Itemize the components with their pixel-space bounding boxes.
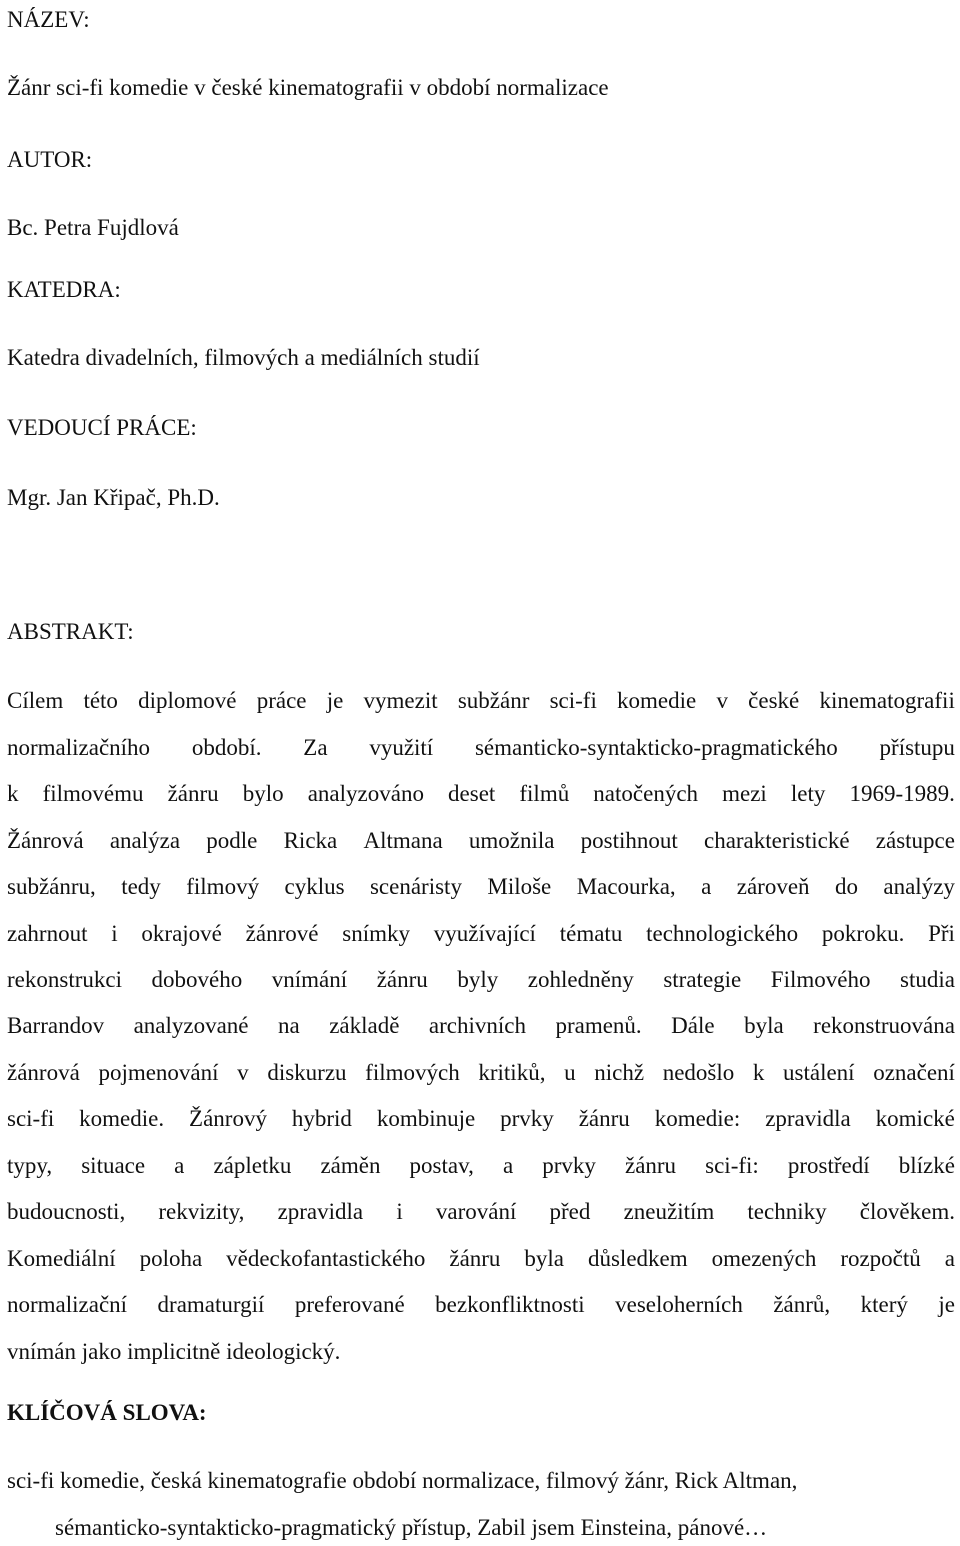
- word: sémanticko-syntakticko-pragmatického: [474, 735, 838, 760]
- abstract-line: [7, 1061, 955, 1084]
- word: využívající: [433, 921, 536, 946]
- word: rekonstruována: [813, 1013, 955, 1038]
- word: Cílem: [7, 688, 64, 713]
- abstract-line: [7, 829, 955, 852]
- word: v: [716, 688, 728, 713]
- word: kritiků,: [478, 1060, 546, 1085]
- word: komedie.: [79, 1106, 165, 1131]
- word: který: [860, 1292, 908, 1317]
- word: žánru: [624, 1153, 677, 1178]
- word: nichž: [594, 1060, 645, 1085]
- word: normalizačního: [7, 735, 151, 760]
- word: natočených: [593, 781, 699, 806]
- word: lety: [790, 781, 826, 806]
- word: postihnout: [580, 828, 678, 853]
- word: tedy: [121, 874, 161, 899]
- word: budoucnosti,: [7, 1199, 126, 1224]
- word: období.: [191, 735, 262, 760]
- word: Žánrová: [7, 828, 84, 853]
- word: komedie: [617, 688, 697, 713]
- word: nedošlo: [662, 1060, 735, 1085]
- word: diplomové: [138, 688, 237, 713]
- word: je: [326, 688, 344, 713]
- word: zpravidla: [277, 1199, 364, 1224]
- abstract-line: [7, 1293, 955, 1316]
- department-label: KATEDRA:: [7, 277, 121, 302]
- word: Za: [303, 735, 328, 760]
- supervisor-value: Mgr. Jan Křipač, Ph.D.: [7, 485, 220, 510]
- word: u: [564, 1060, 576, 1085]
- word: typy,: [7, 1153, 53, 1178]
- abstract-line-last: vnímán jako implicitně ideologický.: [7, 1339, 341, 1364]
- author-value: Bc. Petra Fujdlová: [7, 215, 179, 240]
- word: záměn: [320, 1153, 381, 1178]
- word: zahrnout: [7, 921, 88, 946]
- word: veseloherních: [615, 1292, 743, 1317]
- word: ustálení: [783, 1060, 855, 1085]
- word: zpravidla: [765, 1106, 851, 1131]
- word: sci-fi: [549, 688, 597, 713]
- word: filmový: [186, 874, 260, 899]
- word: hybrid: [291, 1106, 352, 1131]
- word: vědeckofantastického: [226, 1246, 426, 1271]
- word: je: [938, 1292, 955, 1317]
- word: charakteristické: [703, 828, 850, 853]
- word: byla: [524, 1246, 565, 1271]
- word: rekonstrukci: [7, 967, 122, 992]
- word: Filmového: [770, 967, 871, 992]
- word: zápletku: [213, 1153, 292, 1178]
- word: Miloše: [487, 874, 552, 899]
- word: umožnila: [468, 828, 555, 853]
- abstract-line: [7, 875, 955, 898]
- word: situace: [81, 1153, 146, 1178]
- word: žánrů,: [773, 1292, 831, 1317]
- word: vnímání: [271, 967, 348, 992]
- abstract-line: [7, 1200, 955, 1223]
- word: analýzy: [883, 874, 955, 899]
- word: komické: [875, 1106, 955, 1131]
- word: snímky: [342, 921, 410, 946]
- word: využití: [369, 735, 434, 760]
- word: normalizační: [7, 1292, 128, 1317]
- word: Komediální: [7, 1246, 116, 1271]
- department-value: Katedra divadelních, filmových a mediálních studií: [7, 345, 480, 370]
- word: žánru: [578, 1106, 630, 1131]
- word: kombinuje: [376, 1106, 476, 1131]
- word: člověkem.: [859, 1199, 955, 1224]
- word: Macourka,: [576, 874, 676, 899]
- word: prvky: [542, 1153, 596, 1178]
- word: omezených: [711, 1246, 817, 1271]
- word: žánru: [376, 967, 428, 992]
- word: filmových: [365, 1060, 460, 1085]
- word: postav,: [409, 1153, 474, 1178]
- word: na: [277, 1013, 300, 1038]
- word: pokroku.: [821, 921, 905, 946]
- word: prvky: [500, 1106, 554, 1131]
- word: žánru: [449, 1246, 501, 1271]
- word: poloha: [139, 1246, 203, 1271]
- word: varování: [435, 1199, 517, 1224]
- word: techniky: [747, 1199, 827, 1224]
- word: Při: [928, 921, 955, 946]
- word: subžánru,: [7, 874, 96, 899]
- word: Altmana: [363, 828, 443, 853]
- word: do: [834, 874, 858, 899]
- word: bezkonfliktnosti: [435, 1292, 585, 1317]
- word: byla: [744, 1013, 784, 1038]
- word: zneužitím: [623, 1199, 715, 1224]
- word: Barrandov: [7, 1013, 105, 1038]
- word: 1969-1989.: [849, 781, 955, 806]
- title-value: Žánr sci-fi komedie v české kinematografii v období normalizace: [7, 75, 609, 100]
- word: k: [752, 1060, 765, 1085]
- word: pojmenování: [98, 1060, 219, 1085]
- abstract-line: [7, 782, 955, 805]
- word: analýza: [109, 828, 181, 853]
- word: kinematografii: [819, 688, 955, 713]
- word: vymezit: [363, 688, 438, 713]
- word: sci-fi:: [705, 1153, 759, 1178]
- word: před: [549, 1199, 591, 1224]
- word: cyklus: [284, 874, 345, 899]
- word: i: [396, 1199, 403, 1224]
- word: Žánrový: [189, 1106, 267, 1131]
- word: a: [701, 874, 712, 899]
- word: rekvizity,: [158, 1199, 245, 1224]
- keywords-line: sci-fi komedie, česká kinematografie období normalizace, filmový žánr, Rick Altman,: [7, 1468, 798, 1493]
- word: filmů: [519, 781, 570, 806]
- supervisor-label: VEDOUCÍ PRÁCE:: [7, 415, 197, 440]
- abstract-line: [7, 968, 955, 991]
- word: preferované: [294, 1292, 405, 1317]
- abstract-line: [7, 689, 955, 712]
- word: subžánr: [457, 688, 530, 713]
- word: práce: [256, 688, 307, 713]
- word: zástupce: [875, 828, 955, 853]
- abstract-line: [7, 922, 955, 945]
- word: a: [502, 1153, 514, 1178]
- word: mezi: [722, 781, 767, 806]
- word: základě: [329, 1013, 400, 1038]
- abstract-line: [7, 1107, 955, 1130]
- word: dramaturgií: [157, 1292, 265, 1317]
- word: diskurzu: [267, 1060, 347, 1085]
- word: Ricka: [283, 828, 338, 853]
- word: bylo: [242, 781, 284, 806]
- word: analyzované: [133, 1013, 249, 1038]
- word: důsledkem: [587, 1246, 688, 1271]
- word: podle: [206, 828, 258, 853]
- abstract-line: [7, 1247, 955, 1270]
- word: žánrová: [7, 1060, 80, 1085]
- word: v: [237, 1060, 249, 1085]
- title-label: NÁZEV:: [7, 7, 90, 32]
- abstract-line: [7, 1014, 955, 1037]
- word: komedie:: [654, 1106, 741, 1131]
- word: této: [83, 688, 118, 713]
- word: rozpočtů: [840, 1246, 921, 1271]
- keywords-label: KLÍČOVÁ SLOVA:: [7, 1400, 207, 1425]
- word: žánrové: [245, 921, 319, 946]
- word: žánru: [167, 781, 219, 806]
- word: označení: [873, 1060, 955, 1085]
- word: přístupu: [879, 735, 955, 760]
- word: blízké: [898, 1153, 955, 1178]
- word: deset: [448, 781, 496, 806]
- word: scenáristy: [369, 874, 462, 899]
- word: studia: [900, 967, 955, 992]
- word: archivních: [428, 1013, 526, 1038]
- word: filmovému: [42, 781, 144, 806]
- abstract-line: [7, 1154, 955, 1177]
- word: sci-fi: [7, 1106, 55, 1131]
- word: byly: [457, 967, 499, 992]
- word: okrajové: [141, 921, 222, 946]
- word: a: [174, 1153, 185, 1178]
- word: Dále: [671, 1013, 715, 1038]
- keywords-line-2: sémanticko-syntakticko-pragmatický přístup, Zabil jsem Einsteina, pánové…: [55, 1515, 768, 1540]
- word: technologického: [646, 921, 799, 946]
- word: zohledněny: [527, 967, 634, 992]
- word: k: [7, 781, 19, 806]
- word: i: [111, 921, 118, 946]
- abstract-line: [7, 736, 955, 759]
- word: zároveň: [736, 874, 810, 899]
- word: tématu: [559, 921, 623, 946]
- word: a: [944, 1246, 955, 1271]
- word: analyzováno: [307, 781, 424, 806]
- word: pramenů.: [555, 1013, 642, 1038]
- word: prostředí: [787, 1153, 870, 1178]
- word: strategie: [663, 967, 742, 992]
- author-label: AUTOR:: [7, 147, 93, 172]
- word: dobového: [151, 967, 243, 992]
- abstract-label: ABSTRAKT:: [7, 619, 134, 644]
- word: české: [748, 688, 800, 713]
